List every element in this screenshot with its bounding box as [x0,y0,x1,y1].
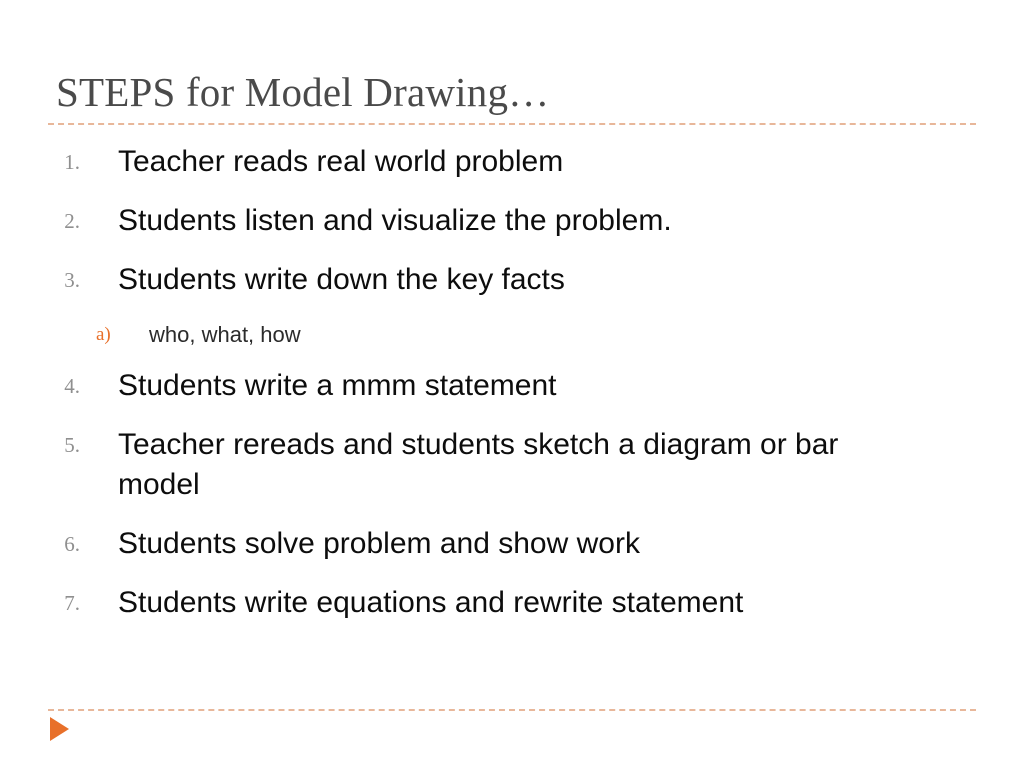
list-item-marker: 1. [64,150,80,174]
list-item [48,142,978,182]
title-divider-top [48,123,976,125]
list-sub-item-marker: a) [96,324,111,345]
list-item-marker: 4. [64,374,80,398]
list-item-label: Students write down the key facts [118,263,565,296]
list-item-label: Teacher rereads and students sketch a diagram or bar model [118,428,839,501]
list-item-label: Teacher reads real world problem [118,145,564,178]
list-item-label: Students solve problem and show work [118,527,640,560]
list-item-label: Students write equations and rewrite statement [118,586,744,619]
list-item-marker: 6. [64,532,80,556]
page-title: STEPS for Model Drawing… [56,69,550,115]
list-item-marker: 7. [64,591,80,615]
list-item-label: Students listen and visualize the problem. [118,204,672,237]
list-item-label: Students write a mmm statement [118,369,557,402]
list-sub-item-label: who, what, how [149,322,301,347]
list-item [48,366,978,406]
triangle-right-icon [50,717,69,741]
list-item-marker: 3. [64,268,80,292]
list-item-marker: 2. [64,209,80,233]
list-item [48,201,978,241]
steps-list [48,142,978,642]
list-item [48,260,978,300]
list-item [48,524,978,564]
list-item [48,583,978,623]
footer-divider-bottom [48,709,976,711]
list-item [48,425,978,505]
list-sub-item [96,319,978,350]
list-item-marker: 5. [64,433,80,457]
